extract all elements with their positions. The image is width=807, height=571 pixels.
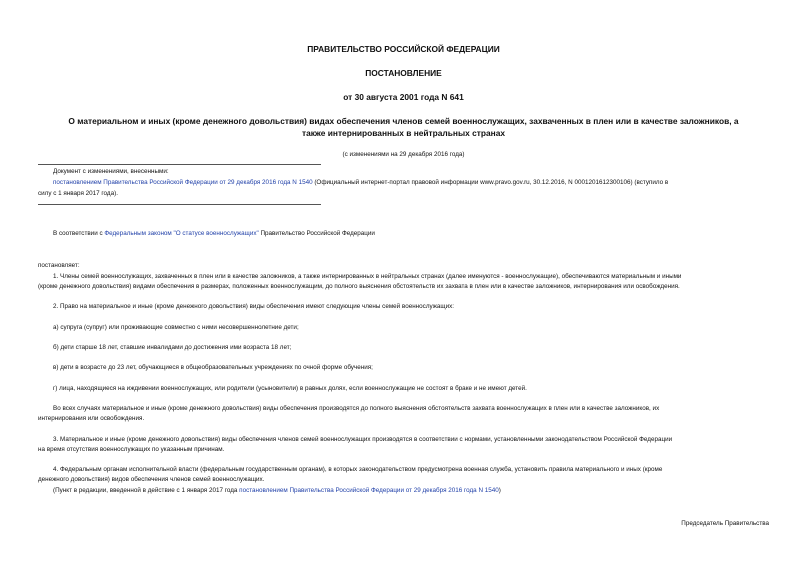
clause-2-general-line-1: Во всех случаях материальное и иные (кроме денежного довольствия) виды обеспечения производятся до полного выяснения обстоятельств захвата военнослужащих в плен или в качестве заложников, их (53, 405, 660, 412)
document-title-line-2: также интернированных в нейтральных странах (301, 128, 506, 138)
clause-4-note (53, 487, 501, 494)
changes-bottom-rule (38, 204, 321, 205)
clause-2-a: а) супруга (супруг) или проживающие совместно с ними несовершеннолетние дети; (53, 324, 299, 331)
signature-role: Председатель Правительства (681, 520, 769, 527)
clause-2: 2. Право на материальное и иные (кроме денежного довольствия) виды обеспечения имеют следующие члены семей военнослужащих: (53, 303, 455, 310)
amendment-link[interactable]: постановлением Правительства Российской Федерации от 29 декабря 2016 года N 1540 (53, 179, 313, 186)
clause-2-g: г) лица, находящиеся на иждивении военнослужащих, или родители (усыновители) в равных долях, если военнослужащие не состоят в браке и не имеют детей. (53, 385, 527, 392)
document-date-number: от 30 августа 2001 года N 641 (343, 92, 464, 102)
basis-suffix: Правительство Российской Федерации (258, 230, 375, 237)
government-heading: ПРАВИТЕЛЬСТВО РОССИЙСКОЙ ФЕДЕРАЦИИ (307, 44, 500, 54)
clause-1-line-1: 1. Члены семей военнослужащих, захваченных в плен или в качестве заложников, а также интернированных в нейтральных странах (далее именуются - военнослужащие), обеспечиваются материальным и иными (53, 273, 682, 280)
note-prefix: (Пункт в редакции, введенной в действие с 1 января 2017 года (53, 487, 240, 494)
resolves-label: постановляет: (38, 262, 80, 269)
document-title-line-1: О материальном и иных (кроме денежного довольствия) видах обеспечения членов семей военнослужащих, захваченных в плен или в качестве заложников, а (68, 116, 739, 126)
clause-2-b: б) дети старше 18 лет, ставшие инвалидами до достижения ими возраста 18 лет; (53, 344, 292, 351)
changes-line-1 (53, 179, 668, 186)
clause-3-line-1: 3. Материальное и иные (кроме денежного довольствия) виды обеспечения членов семей военнослужащих производятся в соответствии с нормами, установленными законодательством Российской Федерации (53, 436, 673, 443)
note-suffix: ) (498, 487, 501, 494)
changes-intro: Документ с изменениями, внесенными: (53, 168, 169, 175)
document-type: ПОСТАНОВЛЕНИЕ (365, 68, 442, 78)
clause-3-line-2: на время отсутствия военнослужащих по указанным причинам. (38, 446, 225, 453)
revision-note: (с изменениями на 29 декабря 2016 года) (342, 151, 465, 158)
legal-basis (53, 230, 375, 237)
clause-4-line-1: 4. Федеральным органам исполнительной власти (федеральным государственным органам), в которых законодательством предусмотрена военная служба, установить правила материального и иных (кроме (53, 466, 663, 473)
clause-2-v: в) дети в возрасте до 23 лет, обучающиеся в общеобразовательных учреждениях по очной форме обучения; (53, 364, 373, 371)
amendment-link-2[interactable]: постановлением Правительства Российской Федерации от 29 декабря 2016 года N 1540 (239, 487, 499, 494)
clause-2-general-line-2: интернирования или освобождения. (38, 415, 145, 422)
federal-law-link[interactable]: Федеральным законом "О статусе военнослужащих" (104, 230, 259, 237)
clause-4-line-2: денежного довольствия) видов обеспечения членов семей военнослужащих. (38, 476, 265, 483)
clause-1-line-2: (кроме денежного довольствия) видами обеспечения в размерах, положенных военнослужащим, до полного выяснения обстоятельств их захвата в плен или в качестве заложников, интернирования или освобождения. (38, 283, 680, 290)
basis-prefix: В соответствии с (53, 230, 105, 237)
changes-top-rule (38, 164, 321, 165)
amendment-details: (Официальный интернет-портал правовой информации www.pravo.gov.ru, 30.12.2016, N 0001201612300106) (вступило в (312, 179, 669, 186)
changes-line-2: силу с 1 января 2017 года). (38, 190, 118, 197)
